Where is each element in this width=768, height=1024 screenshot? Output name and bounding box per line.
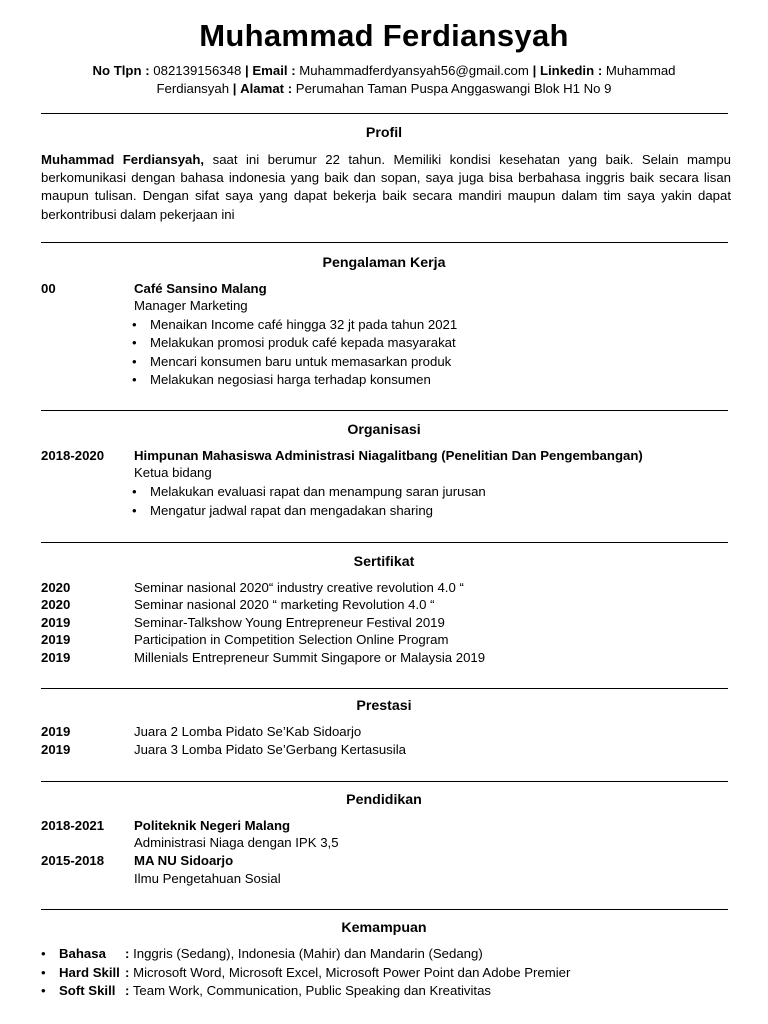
pendidikan-detail: Ilmu Pengetahuan Sosial xyxy=(134,871,281,886)
organisasi-org: Himpunan Mahasiswa Administrasi Niagalitbang (Penelitian Dan Pengembangan) xyxy=(134,448,643,463)
skill-label: Soft Skill xyxy=(59,983,116,998)
divider xyxy=(41,242,728,243)
separator: | xyxy=(232,81,237,96)
organisasi-role: Ketua bidang xyxy=(134,465,212,480)
linkedin-value: Muhammad Ferdiansyah xyxy=(156,63,676,96)
bullet: • xyxy=(132,372,137,387)
list-item xyxy=(132,371,431,389)
sertifikat-year: 2020 xyxy=(41,597,71,612)
bullet: • xyxy=(132,484,137,499)
pendidikan-school: MA NU Sidoarjo xyxy=(134,853,234,868)
divider xyxy=(41,688,728,689)
separator: | xyxy=(244,63,249,78)
skill-row xyxy=(41,945,483,963)
sertifikat-year: 2019 xyxy=(41,650,71,665)
bullet: • xyxy=(132,503,137,518)
divider xyxy=(41,781,728,782)
linkedin-label: Linkedin : xyxy=(539,63,603,78)
contact-info xyxy=(60,62,708,98)
pendidikan-year: 2015-2018 xyxy=(41,853,105,868)
skill-value: Inggris (Sedang), Indonesia (Mahir) dan Mandarin (Sedang) xyxy=(133,946,483,961)
pendidikan-school: Politeknik Negeri Malang xyxy=(134,818,291,833)
prestasi-year: 2019 xyxy=(41,724,71,739)
profil-text: saat ini berumur 22 tahun. Memiliki kondisi kesehatan yang baik. Selain mampu berkomunikasi dengan bahasa indonesia yang baik dan sopan, saya juga bisa berbahasa inggris baik secara lisan maupun tulisan. Dengan sifat saya yang dapat bekerja baik secara mandiri maupun dalam tim saya yakin dapat berkontribusi dalam pekerjaan ini xyxy=(41,152,731,222)
profil-paragraph xyxy=(41,151,731,224)
bullet: • xyxy=(132,335,137,350)
skill-colon: : xyxy=(125,983,130,998)
skill-colon: : xyxy=(125,946,130,961)
pendidikan-year: 2018-2021 xyxy=(41,818,105,833)
section-title-pendidikan: Pendidikan xyxy=(346,792,422,808)
skill-row xyxy=(41,964,570,982)
bullet: • xyxy=(132,354,137,369)
skill-row xyxy=(41,982,491,1000)
email-label: Email : xyxy=(252,63,296,78)
section-title-sertifikat: Sertifikat xyxy=(353,554,415,570)
sertifikat-text: Seminar nasional 2020“ industry creative revolution 4.0 “ xyxy=(134,580,464,595)
list-item xyxy=(132,353,451,371)
address-label: Alamat : xyxy=(240,81,293,96)
email-value: Muhammadferdyansyah56@gmail.com xyxy=(299,63,529,78)
pendidikan-detail: Administrasi Niaga dengan IPK 3,5 xyxy=(134,835,339,850)
candidate-name: Muhammad Ferdiansyah xyxy=(199,18,569,53)
pengalaman-role: Manager Marketing xyxy=(134,298,248,313)
list-item xyxy=(132,502,433,520)
sertifikat-year: 2020 xyxy=(41,580,71,595)
sertifikat-year: 2019 xyxy=(41,632,71,647)
phone-value: 082139156348 xyxy=(153,63,242,78)
sertifikat-year: 2019 xyxy=(41,615,71,630)
list-item xyxy=(132,334,456,352)
sertifikat-text: Seminar nasional 2020 “ marketing Revolution 4.0 “ xyxy=(134,597,435,612)
skill-label: Hard Skill xyxy=(59,965,120,980)
section-title-organisasi: Organisasi xyxy=(347,422,421,438)
skill-label: Bahasa xyxy=(59,946,106,961)
bullet: • xyxy=(41,965,46,980)
divider xyxy=(41,909,728,910)
sertifikat-text: Seminar-Talkshow Young Entrepreneur Festival 2019 xyxy=(134,615,445,630)
divider xyxy=(41,113,728,114)
section-title-prestasi: Prestasi xyxy=(356,698,412,714)
pengalaman-org: Café Sansino Malang xyxy=(134,281,267,296)
bullet: • xyxy=(41,946,46,961)
skill-value: Team Work, Communication, Public Speaking dan Kreativitas xyxy=(132,983,492,998)
sertifikat-text: Millenials Entrepreneur Summit Singapore or Malaysia 2019 xyxy=(134,650,486,665)
profil-name: Muhammad Ferdiansyah, xyxy=(41,152,205,167)
bullet-text: Mencari konsumen baru untuk memasarkan produk xyxy=(150,354,452,369)
sertifikat-text: Participation in Competition Selection Online Program xyxy=(134,632,449,647)
list-item xyxy=(132,316,457,334)
section-title-profil: Profil xyxy=(365,125,403,141)
phone-label: No Tlpn : xyxy=(92,63,150,78)
organisasi-year: 2018-2020 xyxy=(41,448,105,463)
section-title-pengalaman: Pengalaman Kerja xyxy=(322,255,446,271)
address-value: Perumahan Taman Puspa Anggaswangi Blok H1 No 9 xyxy=(295,81,612,96)
bullet-text: Melakukan evaluasi rapat dan menampung saran jurusan xyxy=(150,484,486,499)
bullet: • xyxy=(132,317,137,332)
bullet-text: Menaikan Income café hingga 32 jt pada tahun 2021 xyxy=(150,317,458,332)
divider xyxy=(41,410,728,411)
prestasi-text: Juara 3 Lomba Pidato Se’Gerbang Kertasusila xyxy=(134,742,406,757)
separator: | xyxy=(532,63,537,78)
skill-value: Microsoft Word, Microsoft Excel, Microsoft Power Point dan Adobe Premier xyxy=(133,965,571,980)
prestasi-year: 2019 xyxy=(41,742,71,757)
pengalaman-year: 00 xyxy=(41,281,56,296)
divider xyxy=(41,542,728,543)
list-item xyxy=(132,483,486,501)
bullet-text: Mengatur jadwal rapat dan mengadakan sharing xyxy=(150,503,433,518)
bullet-text: Melakukan promosi produk café kepada masyarakat xyxy=(150,335,456,350)
section-title-kemampuan: Kemampuan xyxy=(341,920,427,936)
skill-colon: : xyxy=(125,965,130,980)
prestasi-text: Juara 2 Lomba Pidato Se’Kab Sidoarjo xyxy=(134,724,362,739)
bullet-text: Melakukan negosiasi harga terhadap konsumen xyxy=(150,372,431,387)
bullet: • xyxy=(41,983,46,998)
